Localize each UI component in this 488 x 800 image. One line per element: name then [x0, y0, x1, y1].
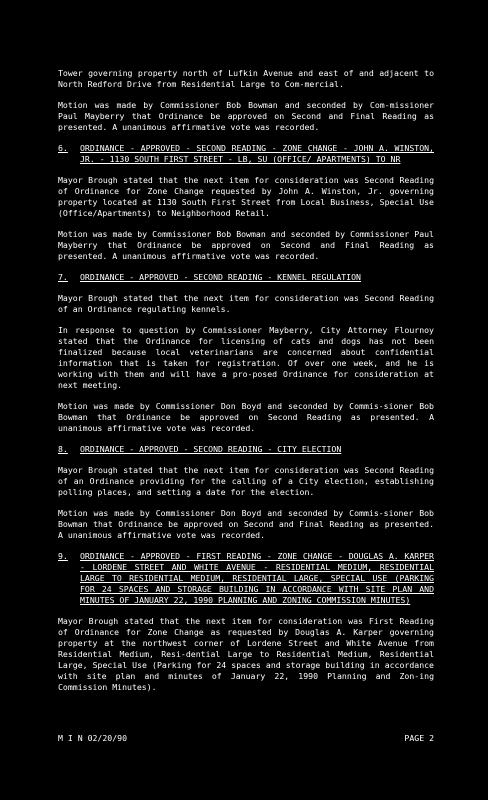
paragraph: Mayor Brough stated that the next item for consideration was Second Reading of an Ordinance providing for the calling of a City election, establishing polling places, and setting a date for the election. — [58, 465, 434, 497]
paragraph: Motion was made by Commissioner Bob Bowman and seconded by Commissioner Paul Mayberry that Ordinance be approved on Second and Final Reading as presented. A unanimous affirmative vote was recorded. — [58, 229, 434, 261]
item-number: 6. — [58, 143, 68, 153]
paragraph: Motion was made by Commissioner Bob Bowman and seconded by Com-missioner Paul Mayberry that Ordinance be approved on Second and Final Reading as presented. A unanimous affirmative vote was recorded. — [58, 100, 434, 132]
footer-date: M I N 02/20/90 — [58, 733, 128, 743]
item-heading: ORDINANCE - APPROVED - SECOND READING - KENNEL REGULATION — [80, 272, 361, 282]
paragraph: Mayor Brough stated that the next item for consideration was First Reading of Ordinance for Zone Change as requested by Douglas A. Karper governing property at the northwest corner of Lordene Street and White Avenue from Residential Medium, Resi-dential Large to Residential Medium, Residential Large, Special Use (Parking for 24 spaces and storage building in accordance with site plan and minutes of January 22, 1990 Planning and Zon-ing Commission Minutes). — [58, 616, 434, 692]
paragraph: In response to question by Commissioner Mayberry, City Attorney Flournoy stated that the Ordinance for licensing of cats and dogs has not been finalized because local veterinarians are concerned about confidential information that is taken for registration. Of over one week, and he is working with them and will have a pro-posed Ordinance for consideration at next meeting. — [58, 325, 434, 390]
agenda-item-6-heading — [58, 143, 434, 165]
agenda-item-9-heading — [58, 551, 434, 606]
agenda-item-7-heading — [58, 272, 434, 283]
paragraph: Motion was made by Commissioner Don Boyd and seconded by Commis-sioner Bob Bowman that Ordinance be approved on Second and Final Reading as presented. A unanimous affirmative vote was recorded. — [58, 508, 434, 540]
item-number: 8. — [58, 444, 68, 454]
item-number: 7. — [58, 272, 68, 282]
paragraph: Tower governing property north of Lufkin Avenue and east of and adjacent to North Redford Drive from Residential Large to Com-mercial. — [58, 68, 434, 89]
paragraph: Mayor Brough stated that the next item for consideration was Second Reading of an Ordinance regulating kennels. — [58, 293, 434, 314]
item-number: 9. — [58, 551, 68, 561]
minutes-page — [58, 68, 434, 703]
paragraph: Motion was made by Commissioner Don Boyd and seconded by Commis-sioner Bob Bowman that Ordinance be approved on Second Reading as presented. A unanimous affirmative vote was recorded. — [58, 401, 434, 433]
agenda-item-8-heading — [58, 444, 434, 455]
page-footer — [58, 733, 434, 744]
paragraph: Mayor Brough stated that the next item for consideration was Second Reading of Ordinance for Zone Change requested by John A. Winston, Jr. governing property located at 1130 South First Street from Local Business, Special Use (Office/Apartments) to Neighborhood Retail. — [58, 175, 434, 218]
item-heading: ORDINANCE - APPROVED - SECOND READING - ZONE CHANGE - JOHN A. WINSTON, JR. - 1130 SOUTH FIRST STREET - LB, SU (OFFICE/ APARTMENTS) TO NR — [80, 143, 434, 164]
item-heading: ORDINANCE - APPROVED - SECOND READING - CITY ELECTION — [80, 444, 342, 454]
page-number: PAGE 2 — [404, 733, 434, 743]
item-heading: ORDINANCE - APPROVED - FIRST READING - ZONE CHANGE - DOUGLAS A. KARPER - LORDENE STREET AND WHITE AVENUE - RESIDENTIAL MEDIUM, RESIDENTIAL LARGE TO RESIDENTIAL MEDIUM, RESIDENTIAL LARGE, SPECIAL USE (PARKING FOR 24 SPACES AND STORAGE BUILDING IN ACCORDANCE WITH SITE PLAN AND MINUTES OF JANUARY 22, 1990 PLANNING AND ZONING COMMISSION MINUTES) — [80, 551, 434, 605]
